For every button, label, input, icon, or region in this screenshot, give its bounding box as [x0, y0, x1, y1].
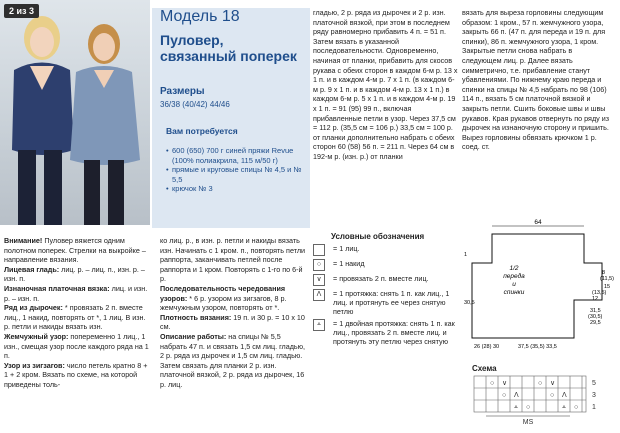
- sizes-values: 36/38 (40/42) 44/46: [160, 100, 230, 109]
- row-number: 3: [592, 392, 596, 399]
- page-badge: 2 из 3: [4, 4, 39, 18]
- svg-text:∨: ∨: [502, 380, 508, 387]
- paragraph: ко лиц. р., в изн. р. петли и накиды вязать изн. Начинать с 1 кром. п., повторять петли раппорта, заканчивать петлей после раппорта и 1 кром. Повторять с 1-го по 6-й р.: [160, 236, 306, 284]
- k2tog-icon: [313, 274, 325, 286]
- chart-schema: [462, 364, 612, 428]
- paragraph: Внимание! Пуловер вяжется одним полотном поперек. Стрелки на выкройке – направление вязания.: [4, 236, 146, 265]
- text-column-1: [4, 236, 152, 390]
- schema-heading: Схема: [472, 364, 497, 373]
- legend-heading: Условные обозначения: [331, 232, 425, 241]
- legend-row: ⩡ = 1 двойная протяжка: снять 1 п. как лиц., провязать 2 п. вместе лиц. и протянуть эту петлю через снятую: [313, 319, 458, 346]
- double-decrease-icon: [313, 319, 325, 331]
- svg-text:⩡: ⩡: [562, 404, 566, 411]
- paragraph: Плотность вязания: 19 п. и 30 р. = 10 х 10 см.: [160, 312, 305, 332]
- yarn-over-icon: [313, 259, 325, 271]
- materials-item: • крючок № 3: [166, 184, 306, 194]
- paragraph: Ряд из дырочек: * провязать 2 п. вместе лиц., 1 накид, повторять от *, 1 лиц. В изн. р. петли и накиды вязать изн.: [4, 303, 146, 332]
- materials-list: [166, 146, 306, 194]
- skpo-icon: [313, 289, 325, 301]
- svg-text:∨: ∨: [550, 380, 556, 387]
- diagram-label: 26 (28) 30: [474, 344, 500, 350]
- diagram-label: 37,5 (35,5) 33,5: [518, 344, 557, 350]
- text-column-4: [462, 8, 612, 152]
- diagram-label: (30,5): [588, 314, 603, 320]
- rapport-label: MS: [522, 419, 534, 426]
- diagram-label: 30,5: [464, 300, 475, 306]
- materials-item: • прямые и круговые спицы № 4,5 и № 5,5: [166, 165, 306, 184]
- svg-text:○: ○: [550, 392, 555, 399]
- text-column-2: [160, 236, 306, 390]
- diagram-label: и: [512, 281, 516, 288]
- svg-text:○: ○: [502, 392, 507, 399]
- materials-item: • 600 (650) 700 г синей пряжи Revue (100% полиакрила, 115 м/50 г): [166, 146, 306, 165]
- pattern-title: Пуловер, связанный поперек: [160, 32, 297, 64]
- svg-text:Λ: Λ: [514, 392, 519, 399]
- legend-row: ∨ = провязать 2 п. вместе лиц.: [313, 274, 458, 286]
- diagram-label: спинки: [503, 289, 525, 296]
- svg-text:○: ○: [490, 380, 495, 387]
- diagram-label: переда: [503, 273, 525, 280]
- model-number: Модель 18: [160, 8, 240, 25]
- legend-row: ○ = 1 накид: [313, 259, 458, 271]
- diagram-label: 1: [464, 252, 468, 258]
- width-label: 64: [534, 219, 542, 226]
- models-illustration: [0, 0, 150, 225]
- svg-text:○: ○: [574, 404, 579, 411]
- diagram-label: 29,5: [590, 320, 601, 326]
- legend-row: Λ = 1 протяжка: снять 1 п. как лиц., 1 лиц. и протянуть ее через снятую петлю: [313, 289, 458, 316]
- legend-row: = 1 лиц.: [313, 244, 458, 256]
- paragraph: Изнаночная платочная вязка: лиц. и изн. р. – изн. п.: [4, 283, 148, 303]
- paragraph: Узор из зигзагов: число петель кратно 8 + 1 + 2 кром. Вязать по схеме, на которой приведены толь-: [4, 360, 148, 389]
- svg-text:○: ○: [538, 380, 543, 387]
- text-column-3: [313, 8, 459, 162]
- knit-stitch-icon: [313, 244, 325, 256]
- paragraph: вязать для выреза горловины следующим образом: 1 кром., 57 п. жемчужного узора, закрыть 66 п. (47 п. для переда и 19 п. для спинки), 86 п. жемчужного узора, 1 кром. Закрытые петли снова набрать в следующем лиц. р. Далее вязать симметрично, т.е. прибавление станут убавлениями. По нижнему краю переда и спинки на спицы № 4,5 набрать по 98 (106) 114 п., вязать 5 см платочной вязкой и закрыть петли. Сшить боковые швы и швы рукавов. Края рукавов отвернуть по ряду из дырочек на изнаночную сторону и пришить. Вырез горловины обвязать крючком 1 р. соед. ст.: [462, 8, 610, 152]
- svg-text:⩡: ⩡: [514, 404, 518, 411]
- pattern-header: [152, 8, 310, 228]
- sizes-heading: Размеры: [160, 86, 205, 97]
- pattern-diagram: [462, 218, 617, 358]
- svg-text:○: ○: [526, 404, 531, 411]
- row-number: 5: [592, 380, 596, 387]
- paragraph: Жемчужный узор: попеременно 1 лиц., 1 изн., смещая узор после каждого ряда на 1 п.: [4, 331, 149, 361]
- paragraph: гладью, 2 р. ряда из дырочек и 2 р. изн. платочной вязкой, при этом в последнем ряду равномерно прибавить 4 п. = 51 п. Затем вязать в указанной последовательности. Одновременно, начиная от планки, прибавить для скосов рукава с обеих сторон в каждом 6-м р. 13 х 1 п. и в каждом 4-м р. 7 х 1 п. (в каждом 6-м р. 9 х 1 п. и в каждом 4-м р. 13 х 1 п.) в каждом 6-м р. 5 х 1 п. и в каждом 4-м р. 19 х 1 п. = 91 (95) 99 п., включая прибавленные петли в узор. Через 37,5 см = 112 р. (35,5 см = 106 р.) 33,5 см = 100 р. от планки дополнительно набрать с обеих сторон 60 (58) 56 п. = 211 п. Через 64 см в 192-м р. (изн. р.) от планки: [313, 8, 458, 161]
- paragraph: Лицевая гладь: лиц. р. – лиц. п., изн. р. – изн. п.: [4, 264, 145, 284]
- paragraph: Последовательность чередования узоров: * 6 р. узором из зигзагов, 8 р. жемчужным узором, повторять от *.: [160, 283, 287, 313]
- diagram-label: 1/2: [509, 265, 519, 272]
- row-number: 1: [592, 404, 596, 411]
- legend: [313, 232, 458, 349]
- model-photo: [0, 0, 150, 225]
- diagram-label: 15: [604, 284, 611, 290]
- paragraph: Описание работы: на спицы № 5,5 набрать 47 п. и связать 1,5 см лиц. гладью, 2 р. ряда из дырочек и 1,5 см лиц. гладью. Затем связать для планки 2 р. изн. платочной вязкой, 2 р. ряда из дырочек, 16 р. лиц.: [160, 331, 306, 389]
- diagram-label: (13,5): [592, 290, 607, 296]
- diagram-label: 31,5: [590, 308, 601, 314]
- svg-text:Λ: Λ: [562, 392, 567, 399]
- diagram-label: (11,5): [600, 276, 614, 282]
- stitch-grid: [462, 364, 612, 428]
- materials-heading: Вам потребуется: [166, 126, 238, 136]
- diagram-label: 12: [592, 296, 599, 302]
- diagram-label: 8: [602, 270, 606, 276]
